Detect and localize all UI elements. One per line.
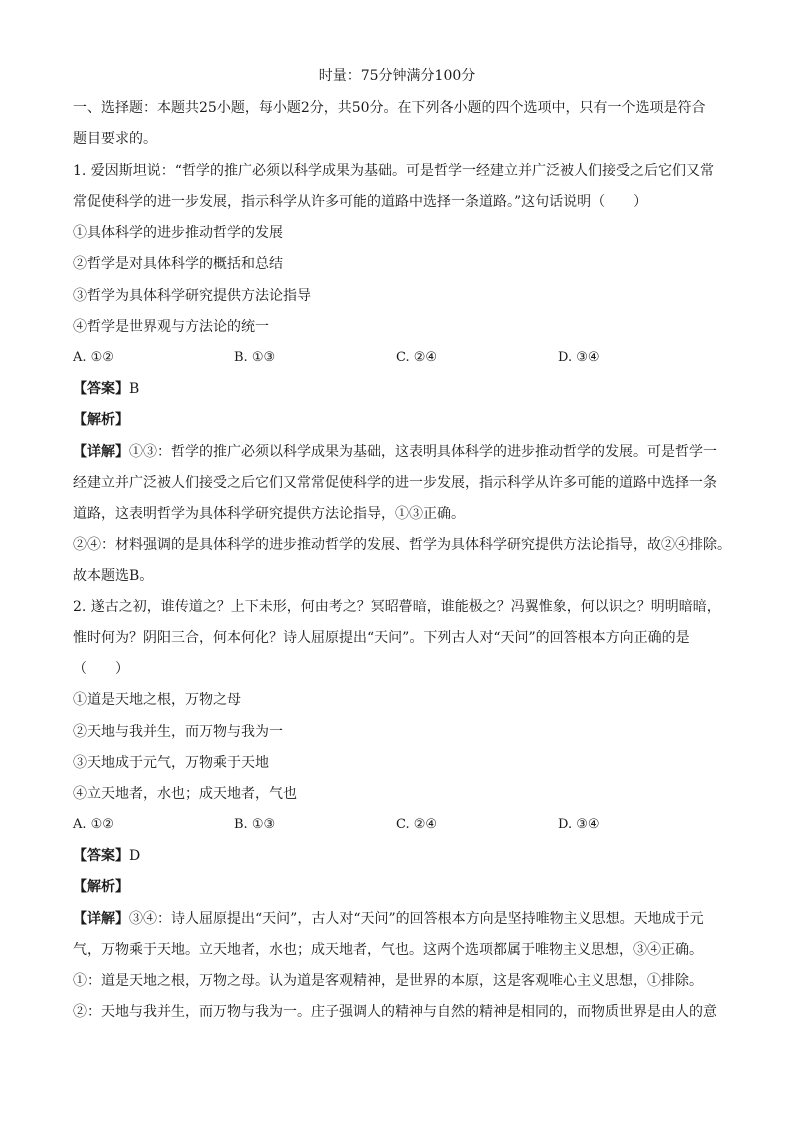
q2-stem-line-3: （ ）	[73, 661, 129, 677]
q1-option-b: B. ①③	[234, 350, 276, 365]
section-intro-line-1: 一、选择题：本题共25小题，每小题2分，共50分。在下列各小题的四个选项中，只有一个选项是符合	[73, 100, 706, 116]
q2-item-4: ④立天地者，水也；成天地者，气也	[73, 786, 297, 802]
exam-header: 时量：75分钟满分100分	[318, 68, 476, 84]
q1-answer-value: B	[129, 381, 140, 397]
q2-option-b: B. ①③	[234, 817, 276, 832]
q2-detail-line-1	[73, 909, 733, 929]
q2-stem-line-2: 惟时何为？阴阳三合，何本何化？诗人屈原提出“天问”。下列古人对“天问”的回答根本方向正确的是	[73, 630, 690, 646]
q1-item-3: ③哲学为具体科学研究提供方法论指导	[73, 288, 311, 304]
q1-detail-text-1: ①③：哲学的推广必须以科学成果为基础，这表明具体科学的进步推动哲学的发展。可是哲学一	[129, 444, 717, 460]
q1-item-2: ②哲学是对具体科学的概括和总结	[73, 256, 283, 272]
q2-detail-line-2: 气，万物乘于天地。立天地者，水也；成天地者，气也。这两个选项都属于唯物主义思想，③④正确。	[73, 942, 703, 958]
q1-detail-line-4: ②④：材料强调的是具体科学的进步推动哲学的发展、哲学为具体科学研究提供方法论指导，故②④排除。	[73, 537, 731, 553]
q1-conclusion: 故本题选B。	[73, 568, 154, 584]
q1-option-c: C. ②④	[396, 350, 438, 365]
q2-detail-text-1: ③④：诗人屈原提出“天问”，古人对“天问”的回答根本方向是坚持唯物主义思想。天地成于元	[129, 911, 704, 927]
q1-analysis-tag: 【解析】	[73, 412, 129, 428]
q2-answer-line	[73, 846, 733, 866]
section-intro-line-2: 题目要求的。	[73, 131, 157, 147]
q2-option-d: D. ③④	[558, 817, 600, 832]
q2-detail-tag: 【详解】	[73, 911, 129, 927]
q1-detail-tag: 【详解】	[73, 444, 129, 460]
q2-stem-line-1: 2. 遂古之初，谁传道之？上下未形，何由考之？冥昭瞢暗，谁能极之？冯翼惟象，何以识之？明明暗暗，	[73, 599, 721, 615]
q1-item-1: ①具体科学的进步推动哲学的发展	[73, 225, 283, 241]
q1-option-d: D. ③④	[558, 350, 600, 365]
q1-detail-line-3: 道路，这表明哲学为具体科学研究提供方法论指导，①③正确。	[73, 506, 465, 522]
q1-detail-line-2: 经建立并广泛被人们接受之后它们又常常促使科学的进一步发展，指示科学从许多可能的道路中选择一条	[73, 475, 717, 491]
q2-option-a: A. ①②	[73, 817, 114, 832]
q1-detail-line-1	[73, 442, 733, 462]
q1-stem-line-1: 1. 爱因斯坦说：“哲学的推广必须以科学成果为基础。可是哲学一经建立并广泛被人们接受之后它们又常	[73, 163, 714, 179]
q2-item-1: ①道是天地之根，万物之母	[73, 692, 241, 708]
q2-answer-tag: 【答案】	[73, 848, 129, 864]
q1-analysis-heading	[73, 410, 733, 430]
q2-detail-line-3: ①：道是天地之根，万物之母。认为道是客观精神，是世界的本原，这是客观唯心主义思想，①排除。	[73, 973, 703, 989]
q2-answer-value: D	[129, 848, 141, 864]
q1-option-a: A. ①②	[73, 350, 114, 365]
q2-analysis-tag: 【解析】	[73, 879, 129, 895]
q2-item-3: ③天地成于元气，万物乘于天地	[73, 755, 269, 771]
q1-stem-line-2: 常促使科学的进一步发展，指示科学从许多可能的道路中选择一条道路。”这句话说明（ ）	[73, 194, 648, 210]
q1-answer-tag: 【答案】	[73, 381, 129, 397]
q2-detail-line-4: ②：天地与我并生，而万物与我为一。庄子强调人的精神与自然的精神是相同的，而物质世界是由人的意	[73, 1004, 717, 1020]
q2-analysis-heading	[73, 877, 733, 897]
q2-item-2: ②天地与我并生，而万物与我为一	[73, 724, 283, 740]
q1-answer-line	[73, 379, 733, 399]
q1-item-4: ④哲学是世界观与方法论的统一	[73, 319, 269, 335]
q2-option-c: C. ②④	[396, 817, 438, 832]
